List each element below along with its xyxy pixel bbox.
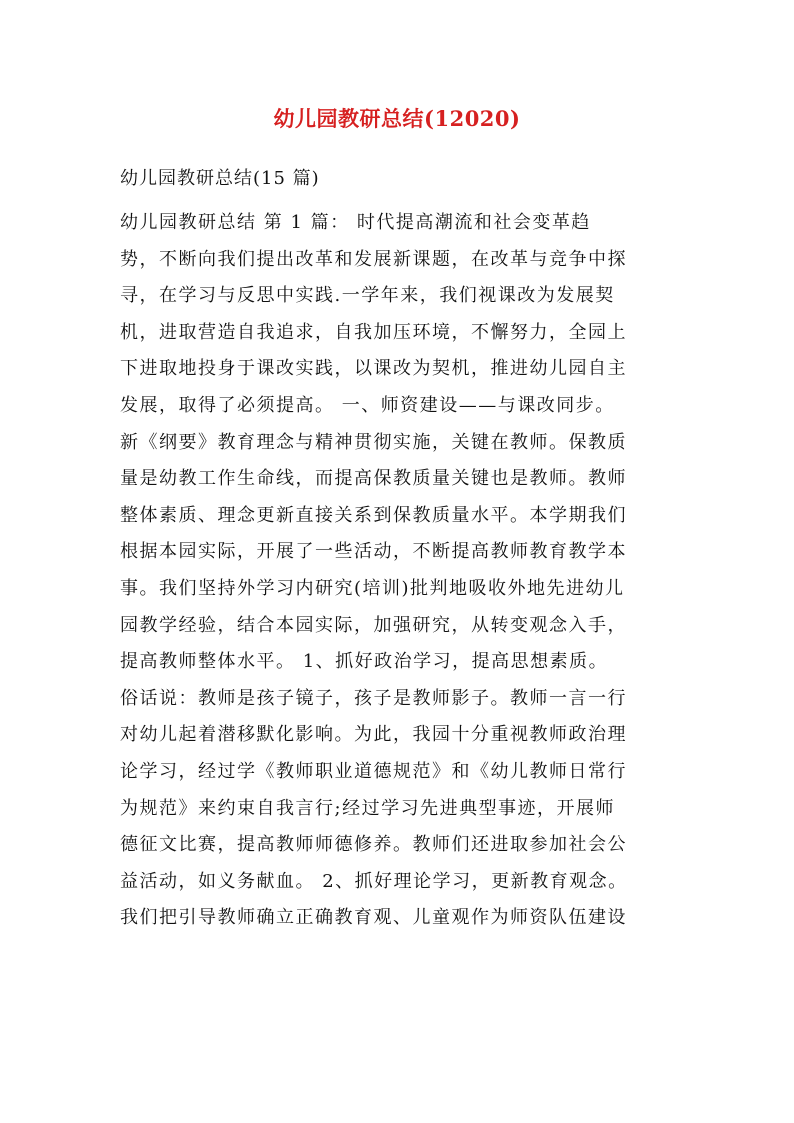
body-line: 势，不断向我们提出改革和发展新课题，在改革与竞争中探 [120,248,627,270]
document-title: 幼儿园教研总结(12020) [273,106,521,131]
body-line: 俗话说：教师是孩子镜子，孩子是教师影子。教师一言一行 [120,687,627,709]
body-line: 寻，在学习与反思中实践.一学年来，我们视课改为发展契 [120,285,615,307]
body-line: 我们把引导教师确立正确教育观、儿童观作为师资队伍建设 [120,907,627,929]
document-subtitle: 幼儿园教研总结(15 篇) [120,168,320,189]
body-line: 益活动，如义务献血。 2、抓好理论学习，更新教育观念。 [120,870,628,892]
body-line: 量是幼教工作生命线，而提高保教质量关键也是教师。教师 [120,468,627,490]
body-line: 提高教师整体水平。 1、抓好政治学习，提高思想素质。 [120,651,609,673]
body-line: 发展，取得了必须提高。 一、师资建设——与课改同步。 [120,394,615,416]
body-line: 整体素质、理念更新直接关系到保教质量水平。本学期我们 [120,504,627,526]
body-line: 事。我们坚持外学习内研究(培训)批判地吸收外地先进幼儿 [120,577,625,599]
body-line: 论学习，经过学《教师职业道德规范》和《幼儿教师日常行 [120,760,627,782]
body-line: 根据本园实际，开展了一些活动，不断提高教师教育教学本 [120,541,627,563]
body-line: 德征文比赛，提高教师师德修养。教师们还进取参加社会公 [120,834,627,856]
document-body [120,205,690,937]
body-line: 幼儿园教研总结 第 1 篇： 时代提高潮流和社会变革趋 [120,212,591,233]
body-line: 园教学经验，结合本园实际，加强研究，从转变观念入手， [120,614,627,636]
body-line: 机，进取营造自我追求，自我加压环境，不懈努力，全园上 [120,321,627,343]
body-line: 为规范》来约束自我言行;经过学习先进典型事迹，开展师 [120,797,616,819]
body-line: 对幼儿起着潜移默化影响。为此，我园十分重视教师政治理 [120,724,627,746]
body-line: 新《纲要》教育理念与精神贯彻实施，关键在教师。保教质 [120,431,627,453]
body-line: 下进取地投身于课改实践，以课改为契机，推进幼儿园自主 [120,358,627,380]
